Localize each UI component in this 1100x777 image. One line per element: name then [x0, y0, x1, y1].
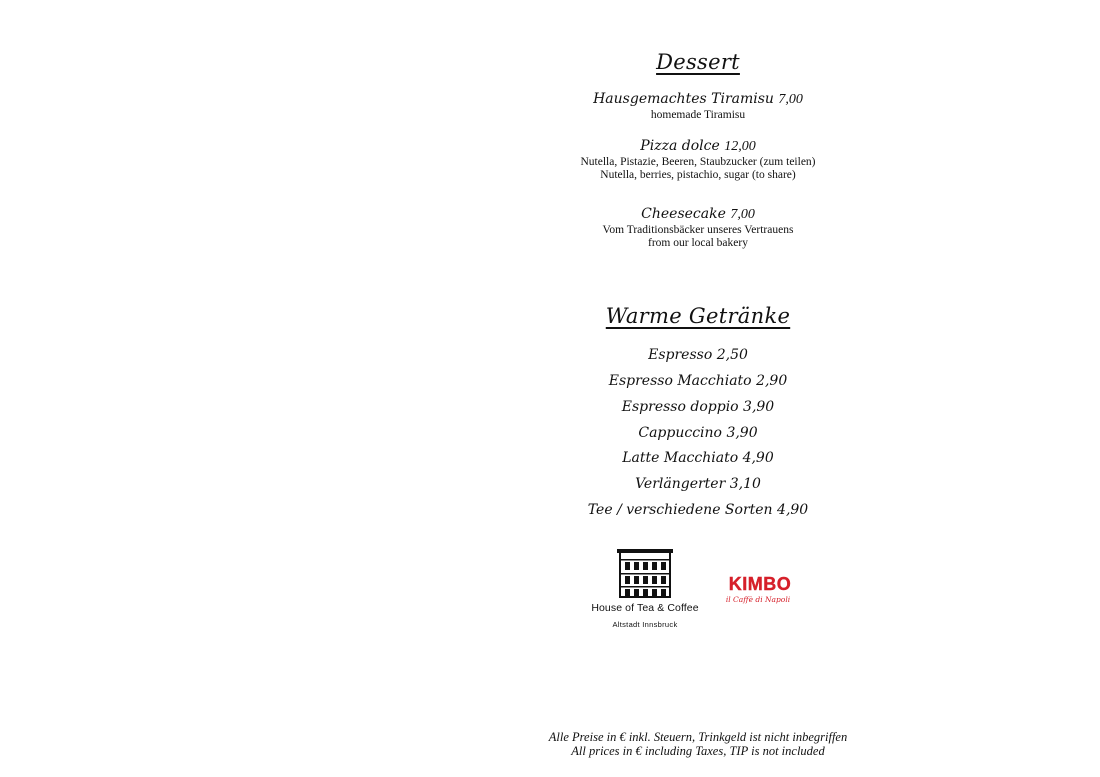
- item-description: Nutella, Pistazie, Beeren, Staubzucker (zum teilen): [580, 156, 816, 168]
- price-note: [500, 730, 896, 758]
- drink-item-cappuccino: [548, 424, 848, 442]
- item-title: Verlängerter: [635, 476, 726, 492]
- item-title: Cappuccino: [638, 425, 722, 441]
- item-price: 3,10: [729, 476, 761, 492]
- price-note-english: All prices in € including Taxes, TIP is not included: [571, 744, 825, 758]
- price-note-german: Alle Preise in € inkl. Steuern, Trinkgeld ist nicht inbegriffen: [548, 730, 848, 744]
- house-name: House of Tea & Coffee: [591, 602, 699, 614]
- item-price: 7,00: [778, 92, 803, 107]
- item-price: 7,00: [730, 207, 755, 222]
- house-of-tea-coffee-logo: [584, 548, 706, 629]
- menu-page: [548, 0, 848, 777]
- drink-item-espresso-doppio: [548, 398, 848, 416]
- menu-item-pizza-dolce: [548, 137, 848, 182]
- dessert-heading: Dessert: [656, 50, 740, 74]
- drink-item-verlaengerter: [548, 475, 848, 493]
- item-title: Cheesecake: [641, 206, 726, 222]
- item-title: Espresso: [648, 347, 713, 363]
- item-price: 12,00: [724, 139, 756, 154]
- item-description: Nutella, berries, pistachio, sugar (to share): [600, 169, 796, 181]
- item-price: 3,90: [726, 425, 758, 441]
- item-price: 3,90: [743, 399, 775, 415]
- kimbo-logo: [712, 574, 808, 606]
- building-icon: [617, 548, 673, 598]
- item-title: Espresso Macchiato: [608, 373, 752, 389]
- item-price: 2,90: [756, 373, 788, 389]
- item-title: Pizza dolce: [640, 138, 720, 154]
- item-description: homemade Tiramisu: [650, 109, 746, 121]
- item-title: Latte Macchiato: [622, 450, 739, 466]
- item-price: 2,50: [716, 347, 748, 363]
- item-description: Vom Traditionsbäcker unseres Vertrauens: [602, 224, 794, 236]
- item-title: Tee / verschiedene Sorten: [587, 502, 773, 518]
- svg-text:KIMBO: KIMBO: [728, 574, 792, 594]
- menu-item-cheesecake: [548, 205, 848, 250]
- drink-item-tee: [548, 501, 848, 519]
- kimbo-logo-mark: [712, 574, 808, 606]
- menu-item-tiramisu: [548, 90, 848, 122]
- house-subtitle: Altstadt Innsbruck: [612, 620, 678, 629]
- item-price: 4,90: [742, 450, 774, 466]
- drink-item-latte-macchiato: [548, 449, 848, 467]
- item-title: Espresso doppio: [621, 399, 739, 415]
- item-title: Hausgemachtes Tiramisu: [593, 91, 774, 107]
- drink-item-espresso: [548, 346, 848, 364]
- item-price: 4,90: [777, 502, 809, 518]
- item-description: from our local bakery: [648, 237, 748, 249]
- drink-item-espresso-macchiato: [548, 372, 848, 390]
- hot-drinks-heading: Warme Getränke: [605, 304, 791, 328]
- svg-text:il Caffè di Napoli: il Caffè di Napoli: [725, 595, 791, 604]
